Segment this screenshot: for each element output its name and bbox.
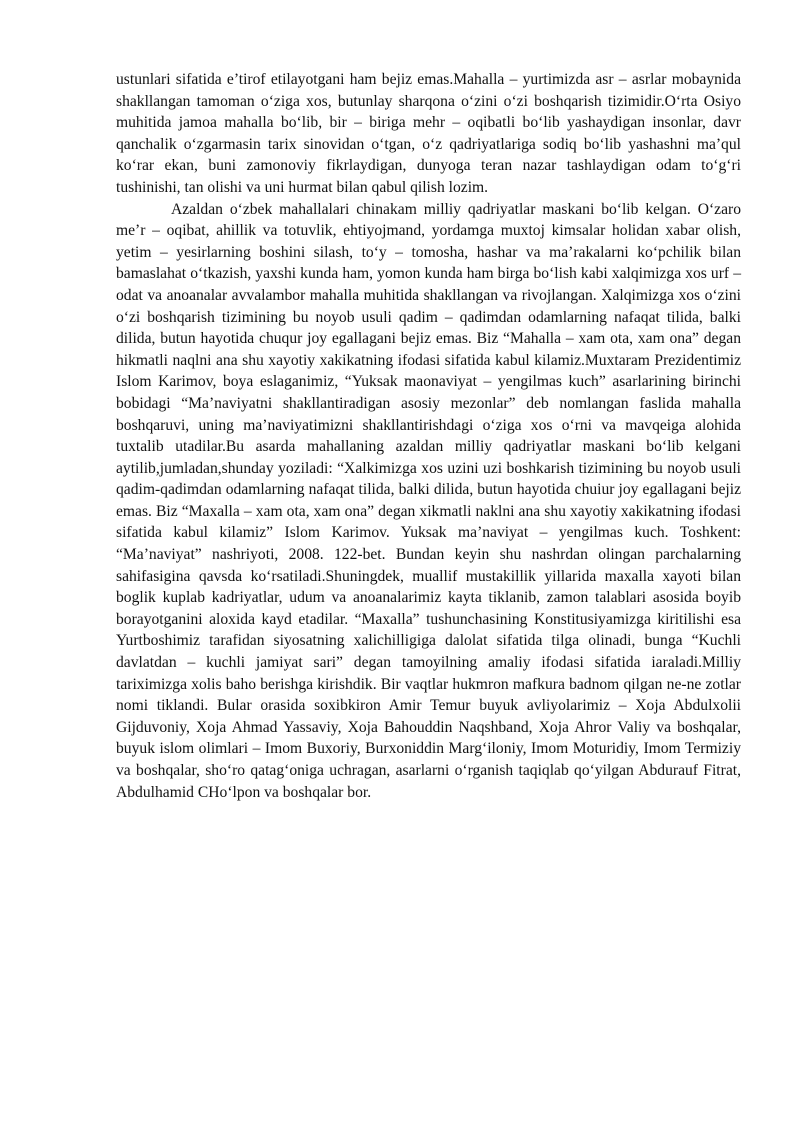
paragraph-1: ustunlari sifatida e’tirof etilayotgani ham bejiz emas.Mahalla – yurtimizda asr – asrlar mobaynida shakllangan tamoman o‘ziga xos, butunlay sharqona o‘zini o‘zi boshqarish tizimidir.O‘rta Osiyo muhitida jamoa mahalla bo‘lib, bir – biriga mehr – oqibatli bo‘lib yashaydigan insonlar, davr qanchalik o‘zgarmasin tarix sinovidan o‘tgan, o‘z qadriyatlariga sodiq bo‘lib yashashni ma’qul ko‘rar ekan, buni zamonoviy fikrlaydigan, dunyoga teran nazar tashlaydigan odam to‘g‘ri tushinishi, tan olishi va uni hurmat bilan qabul qilish lozim. bbox=[116, 71, 741, 196]
document-page bbox=[116, 69, 741, 803]
paragraph-2: Azaldan o‘zbek mahallalari chinakam milliy qadriyatlar maskani bo‘lib kelgan. O‘zaro me’r – oqibat, ahillik va totuvlik, ehtiyojmand, yordamga muxtoj kimsalar holidan xabar olish, yetim – yesirlarning boshini silash, to‘y – tomosha, hashar va ma’rakalarni ko‘pchilik bilan bamaslahat o‘tkazish, yaxshi kunda ham, yomon kunda ham birga bo‘lish kabi xalqimizga xos urf – odat va anoanalar avvalambor mahalla muhitida shakllangan va rivojlangan. Xalqimizga xos o‘zini o‘zi boshqarish tizimining bu noyob usuli qadim – qadimdan odamlarning nafaqat tilida, balki dilida, butun hayotida chuqur joy egallagani bejiz emas. Biz “Mahalla – xam ota, xam ona” degan hikmatli naqlni ana shu xayotiy xakikatning ifodasi sifatida kabul kilamiz.Muxtaram Prezidentimiz Islom Karimov, boya eslaganimiz, “Yuksak maonaviyat – yengilmas kuch” asarlarining birinchi bobidagi “Ma’naviyatni shakllantiradigan asosiy mezonlar” deb nomlangan faslida mahalla boshqaruvi, uning ma’naviyatimizni shakllantirishdagi o‘ziga xos o‘rni va mavqeiga alohida tuxtalib utadilar.Bu asarda mahallaning azaldan milliy qadriyatlar maskani bo‘lib kelgani aytilib,jumladan,shunday yoziladi: “Xalkimizga xos uzini uzi boshkarish tizimining bu noyob usuli qadim-qadimdan odamlarning nafaqat tilida, balki dilida, butun hayotida chuiur joy egallagani bejiz emas. Biz “Maxalla – xam ota, xam ona” degan xikmatli naklni ana shu xayotiy xakikatning ifodasi sifatida kabul kilamiz” Islom Karimov. Yuksak ma’naviyat – yengilmas kuch. Toshkent: “Ma’naviyat” nashriyoti, 2008. 122-bet. Bundan keyin shu nashrdan olingan parchalarning sahifasigina qavsda ko‘rsatiladi.Shuningdek, muallif mustakillik yillarida maxalla xayoti bilan boglik kuplab kadriyatlar, udum va anoanalarimiz kayta tiklanib, zamon talablari asosida boyib borayotganini aloxida kayd etadilar. “Maxalla” tushunchasining Konstitusiyamizga kiritilishi esa Yurtboshimiz tarafidan siyosatning xalichilligiga dalolat sifatida tilga olinadi, bunga “Kuchli davlatdan – kuchli jamiyat sari” degan tamoyilning amaliy ifodasi sifatida iaraladi.Milliy tariximizga xolis baho berishga kirishdik. Bir vaqtlar hukmron mafkura badnom qilgan ne-ne zotlar nomi tiklandi. Bular orasida soxibkiron Amir Temur buyuk avliyolarimiz – Xoja Abdulxolii Gijduvoniy, Xoja Ahmad Yassaviy, Xoja Bahouddin Naqshband, Xoja Ahror Valiy va boshqalar, buyuk islom olimlari – Imom Buxoriy, Burxoniddin Marg‘iloniy, Imom Moturidiy, Imom Termiziy va boshqalar, sho‘ro qatag‘oniga uchragan, asarlarni o‘rganish taqiqlab qo‘yilgan Abdurauf Fitrat, Abdulhamid CHo‘lpon va boshqalar bor. bbox=[116, 200, 741, 801]
